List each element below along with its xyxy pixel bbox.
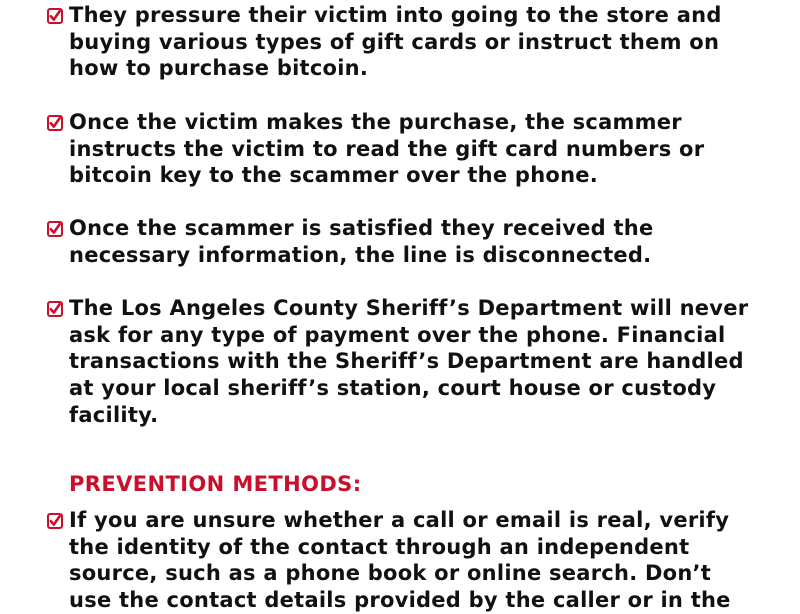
prevention-methods-heading: PREVENTION METHODS: [69, 472, 362, 496]
bullet-item-purchase [47, 109, 787, 189]
bullet-item-gift-cards [47, 2, 787, 82]
bullet-text: Once the victim makes the purchase, the scammer instructs the victim to read the gift card numbers or bitcoin key to the scammer over the phone. [69, 110, 705, 188]
checkbox-check-icon [47, 115, 63, 131]
bullet-text: They pressure their victim into going to the store and buying various types of gift cards or instruct them on how to purchase bitcoin. [69, 3, 722, 81]
bullet-text: Once the scammer is satisfied they received the necessary information, the line is disconnected. [69, 216, 654, 267]
bullet-item-sheriff-payment [47, 295, 787, 429]
checkbox-check-icon [47, 221, 63, 237]
checkbox-check-icon [47, 301, 63, 317]
checkbox-check-icon [47, 8, 63, 24]
bullet-text: If you are unsure whether a call or email is real, verify the identity of the contact through an independent source, such as a phone book or online search. Don’t use the contact details provided by the caller or in the [69, 508, 731, 613]
bullet-item-disconnect [47, 215, 787, 268]
bullet-text: The Los Angeles County Sheriff’s Department will never ask for any type of payment over the phone. Financial transactions with the Sheriff’s Department are handled at your local sheriff’s station, court house or custody facility. [69, 296, 749, 427]
bullet-item-verify-identity [47, 507, 787, 614]
checkbox-check-icon [47, 513, 63, 529]
